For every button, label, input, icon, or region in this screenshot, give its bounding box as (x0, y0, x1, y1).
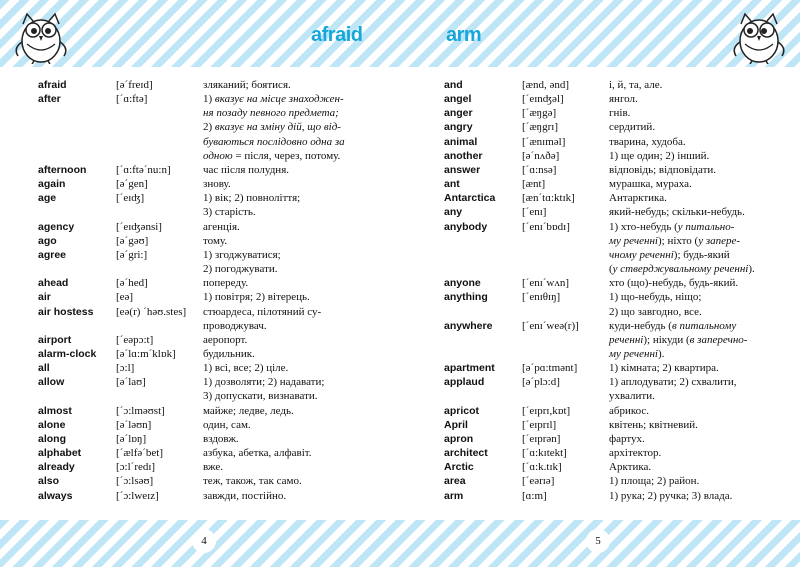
definition-text: куди-небудь ( (609, 319, 672, 332)
definition-line: 1) рука; 2) ручка; 3) влада. (609, 489, 733, 502)
headword: answer (444, 163, 481, 176)
transcription: [ə´laʊ] (116, 376, 146, 389)
headword: almost (38, 404, 72, 417)
dictionary-entry (444, 361, 774, 375)
definition-line: абрикос. (609, 404, 650, 417)
definition-line: янгол. (609, 93, 638, 106)
definition-line: 1) всі, все; 2) ціле. (203, 362, 289, 375)
header-stripe-band (0, 0, 800, 67)
definition-line: зляканий; боятися. (203, 79, 291, 91)
dictionary-entry (38, 474, 368, 488)
definition-line: вздовж. (203, 432, 239, 445)
headword: anyone (444, 277, 481, 290)
transcription: [´eɪʤənsi] (116, 220, 162, 233)
definition-line: 1) аплодувати; 2) схвалити, (609, 376, 737, 389)
transcription: [ə´freɪd] (116, 79, 153, 91)
transcription: [´enɪ´bɒdɪ] (522, 220, 570, 233)
dictionary-entry (38, 276, 368, 290)
transcription: [´ɑ:k.tɪk] (522, 461, 562, 474)
dictionary-entry (38, 446, 368, 460)
definition-line: вже. (203, 461, 223, 474)
transcription: [eə(r) ´həʊ.stes] (116, 305, 187, 318)
definition-text: ). (748, 263, 755, 276)
dictionary-entry (38, 489, 368, 503)
definition-text: = після, через, потому. (232, 149, 341, 162)
definition-text: 2) (203, 121, 215, 134)
headword: Antarctica (444, 192, 496, 205)
definition-text: ); ніхто ( (658, 234, 699, 247)
definition-line: 1) що-небудь, ніщо; (609, 291, 702, 304)
usage-note: вказує на місце знаходжен- (214, 93, 344, 106)
dictionary-entry (444, 319, 774, 361)
definition-line: агенція. (203, 220, 240, 233)
headword: area (444, 475, 466, 488)
definition-line (609, 248, 774, 262)
dictionary-entry (444, 92, 774, 106)
page-number-left: 4 (192, 529, 216, 553)
headword: apricot (444, 404, 480, 417)
headword: animal (444, 135, 478, 148)
definition-line: Арктика. (609, 461, 652, 474)
definition-line: 2) погоджувати. (203, 263, 278, 276)
transcription: [´ɔ:lsəʊ] (116, 475, 154, 488)
definition-line (203, 149, 368, 163)
definition-line: знову. (203, 178, 231, 191)
definition-line: азбука, абетка, алфавіт. (203, 447, 312, 460)
dictionary-entry (444, 375, 774, 403)
dictionary-entry (38, 418, 368, 432)
dictionary-entry (444, 205, 774, 219)
definition-text: 1) (203, 93, 215, 106)
transcription: [´eərɪə] (522, 475, 555, 488)
usage-note: му реченні (609, 234, 658, 247)
dictionary-entry (38, 220, 368, 234)
definition-line: сердитий. (609, 121, 656, 134)
dictionary-entry (444, 404, 774, 418)
transcription: [´ɑ:nsə] (522, 163, 557, 176)
headword: alone (38, 418, 66, 431)
transcription: [´ænɪməl] (522, 135, 566, 148)
dictionary-entry (38, 234, 368, 248)
headword: along (38, 432, 66, 445)
headword: anybody (444, 220, 488, 233)
headword: angry (444, 121, 473, 134)
headword: another (444, 149, 483, 162)
definition-line: 1) дозволяти; 2) надавати; (203, 376, 325, 389)
transcription: [´eɪprɪl] (522, 418, 557, 431)
dictionary-entry (38, 404, 368, 418)
transcription: [´ɑ:ftə´nu:n] (116, 163, 171, 176)
definition-line: 3) старість. (203, 206, 256, 219)
definition-line: квітень; квітневий. (609, 418, 698, 431)
transcription: [´enɪθɪŋ] (522, 291, 561, 304)
definition-line: фартух. (609, 432, 645, 445)
headword: agency (38, 220, 75, 233)
definition-line: 1) площа; 2) район. (609, 475, 700, 488)
definition-line: 1) кімната; 2) квартира. (609, 362, 719, 375)
definition-line: 1) згоджуватися; (203, 248, 281, 261)
headword: anger (444, 107, 473, 120)
definition-line: стюардеса, пілотяний су- (203, 305, 322, 318)
headword: apartment (444, 362, 495, 375)
dictionary-entry (38, 248, 368, 276)
dictionary-entry (444, 432, 774, 446)
headword: air (38, 291, 51, 304)
transcription: [´æŋgrɪ] (522, 121, 558, 134)
definition-line: Антарктика. (609, 192, 667, 205)
headword: apron (444, 432, 474, 445)
definition-text: 1) хто-небудь ( (609, 220, 678, 233)
dictionary-entry (38, 432, 368, 446)
headword: alarm-clock (38, 347, 97, 360)
definition-line: будильник. (203, 347, 255, 360)
headword: anything (444, 291, 488, 304)
dictionary-entry (444, 78, 774, 92)
right-page-column (444, 78, 774, 503)
dictionary-entry (444, 489, 774, 503)
headword: again (38, 178, 66, 191)
dictionary-entry (38, 177, 368, 191)
transcription: [´æŋgə] (522, 107, 557, 120)
definition-line (609, 333, 774, 347)
definition-line: тварина, худоба. (609, 135, 686, 148)
definition-line (203, 92, 368, 106)
definition-text: ( (609, 263, 613, 276)
headword: ago (38, 234, 57, 247)
dictionary-entry (444, 177, 774, 191)
dictionary-entry (38, 163, 368, 177)
transcription: [ænd, ənd] (522, 79, 570, 91)
transcription: [ə´lɑ:m´klɒk] (116, 347, 176, 360)
transcription: [´ɑ:ftə] (116, 93, 148, 106)
dictionary-entry (444, 163, 774, 177)
dictionary-entry (38, 333, 368, 347)
transcription: [ɔ:l´redɪ] (116, 461, 156, 474)
headword: always (38, 489, 73, 502)
usage-note: буваються послідовно одна за (203, 135, 345, 148)
transcription: [´eɪʤ] (116, 192, 145, 205)
dictionary-entry (38, 92, 368, 163)
headword: afraid (38, 79, 67, 91)
definition-line (203, 120, 368, 134)
transcription: [´enɪ´wʌn] (522, 277, 570, 290)
dictionary-entry (444, 290, 774, 318)
transcription: [ə´lɒŋ] (116, 432, 147, 445)
definition-line: проводжувач. (203, 319, 267, 332)
transcription: [ə´gəʊ] (116, 234, 149, 247)
definition-line: гнів. (609, 107, 631, 120)
headword: air hostess (38, 305, 94, 318)
dictionary-entry (38, 290, 368, 304)
dictionary-entry (444, 149, 774, 163)
headword: also (38, 475, 60, 488)
definition-line: майже; ледве, ледь. (203, 404, 294, 417)
headword: applaud (444, 376, 485, 389)
definition-line (609, 234, 774, 248)
usage-note: у питально- (677, 220, 735, 233)
transcription: [æn´tɑ:ktɪk] (522, 192, 575, 205)
headword: Arctic (444, 461, 474, 474)
transcription: [ə´gen] (116, 178, 148, 191)
usage-note: у стверджувальному реченні (612, 263, 749, 276)
transcription: [´enɪ] (522, 206, 547, 219)
owl-mascot-icon (728, 6, 790, 64)
transcription: [ə´hed] (116, 277, 148, 290)
definition-text: ); будь-який (673, 248, 730, 261)
definition-line: відповідь; відповідати. (609, 163, 717, 176)
usage-note: реченні (609, 333, 644, 346)
transcription: [´eəpɔ:t] (116, 333, 154, 346)
owl-mascot-icon (10, 6, 72, 64)
headword: ahead (38, 277, 69, 290)
definition-line: який-небудь; скільки-небудь. (609, 206, 745, 219)
headword: angel (444, 93, 472, 106)
left-page-column (38, 78, 368, 503)
transcription: [´ælfə´bet] (116, 447, 164, 460)
usage-note: му реченні (609, 347, 658, 360)
definition-line: 1) повітря; 2) вітерець. (203, 291, 310, 304)
transcription: [ə´plɔ:d] (522, 376, 560, 389)
dictionary-entry (444, 220, 774, 277)
definition-text: ). (658, 347, 665, 360)
definition-line (609, 262, 774, 276)
headword: already (38, 461, 75, 474)
transcription: [ə´gri:] (116, 248, 148, 261)
definition-line: тому. (203, 234, 228, 247)
usage-note: вказує на зміну дій, що від- (214, 121, 341, 134)
transcription: [´eɪnʤəl] (522, 93, 564, 106)
transcription: [´eɪprən] (522, 432, 561, 445)
usage-note: одною (203, 149, 233, 162)
definition-line: хто (що)-небудь, будь-який. (609, 277, 739, 290)
definition-line: один, сам. (203, 418, 251, 431)
usage-note: в заперечно- (689, 333, 748, 346)
guide-word-right: arm (446, 24, 482, 46)
definition-line: мурашка, мураха. (609, 178, 692, 191)
dictionary-entry (38, 361, 368, 375)
headword: afternoon (38, 163, 87, 176)
definition-line: 1) вік; 2) повноліття; (203, 192, 301, 205)
transcription: [´ɔ:lməʊst] (116, 404, 165, 417)
definition-line: час після полудня. (203, 163, 290, 176)
usage-note: чному реченні (609, 248, 674, 261)
headword: allow (38, 376, 65, 389)
definition-line: теж, також, так само. (203, 475, 302, 488)
definition-line: і, й, та, але. (609, 79, 663, 91)
definition-line (203, 135, 368, 149)
transcription: [ɔ:l] (116, 362, 135, 375)
headword: anywhere (444, 319, 493, 332)
transcription: [´ɔ:lweɪz] (116, 489, 159, 502)
headword: ant (444, 178, 460, 191)
headword: all (38, 362, 50, 375)
dictionary-entry (38, 191, 368, 219)
transcription: [ə´pɑ:tmənt] (522, 362, 578, 375)
usage-note: ня позаду певного предмета; (203, 107, 339, 120)
definition-line (609, 347, 774, 361)
dictionary-entry (38, 375, 368, 403)
dictionary-entry (444, 446, 774, 460)
headword: agree (38, 248, 67, 261)
usage-note: в питальному (671, 319, 737, 332)
dictionary-entry (38, 305, 368, 333)
dictionary-entry (444, 191, 774, 205)
footer-stripe-band (0, 520, 800, 567)
headword: after (38, 93, 61, 106)
definition-line (203, 106, 368, 120)
definition-line (609, 220, 774, 234)
definition-line (609, 319, 774, 333)
definition-line: 1) ще один; 2) інший. (609, 149, 710, 162)
headword: airport (38, 333, 72, 346)
definition-line: 2) що завгодно, все. (609, 305, 702, 318)
definition-line: архітектор. (609, 447, 662, 460)
guide-word-left: afraid (311, 24, 363, 46)
headword: April (444, 418, 468, 431)
transcription: [´eɪprɪ,kɒt] (522, 404, 571, 417)
transcription: [´ɑ:kɪtekt] (522, 447, 567, 460)
dictionary-entry (444, 106, 774, 120)
dictionary-entry (444, 460, 774, 474)
headword: and (444, 79, 463, 91)
dictionary-entry (444, 120, 774, 134)
transcription: [ə´ləʊn] (116, 418, 152, 431)
dictionary-entry (38, 347, 368, 361)
transcription: [ə´nʌðə] (522, 149, 560, 162)
page-number-right: 5 (586, 529, 610, 553)
definition-line: попереду. (203, 277, 249, 290)
dictionary-entry (38, 460, 368, 474)
transcription: [´enɪ´weə(r)] (522, 319, 579, 332)
definition-line: 3) допускати, визнавати. (203, 390, 318, 403)
dictionary-entry (444, 474, 774, 488)
transcription: [ænt] (522, 178, 546, 191)
definition-line: завжди, постійно. (203, 489, 287, 502)
headword: arm (444, 489, 464, 502)
definition-text: ); нікуди ( (643, 333, 690, 346)
transcription: [eə] (116, 291, 134, 304)
headword: alphabet (38, 447, 82, 460)
headword: age (38, 192, 57, 205)
transcription: [ɑ:m] (522, 489, 547, 502)
dictionary-entry (444, 135, 774, 149)
headword: architect (444, 447, 488, 460)
definition-line: аеропорт. (203, 333, 248, 346)
usage-note: у запере- (698, 234, 741, 247)
definition-line: ухвалити. (609, 390, 655, 403)
dictionary-entry (444, 276, 774, 290)
dictionary-entry (38, 78, 368, 92)
dictionary-entry (444, 418, 774, 432)
headword: any (444, 206, 463, 219)
